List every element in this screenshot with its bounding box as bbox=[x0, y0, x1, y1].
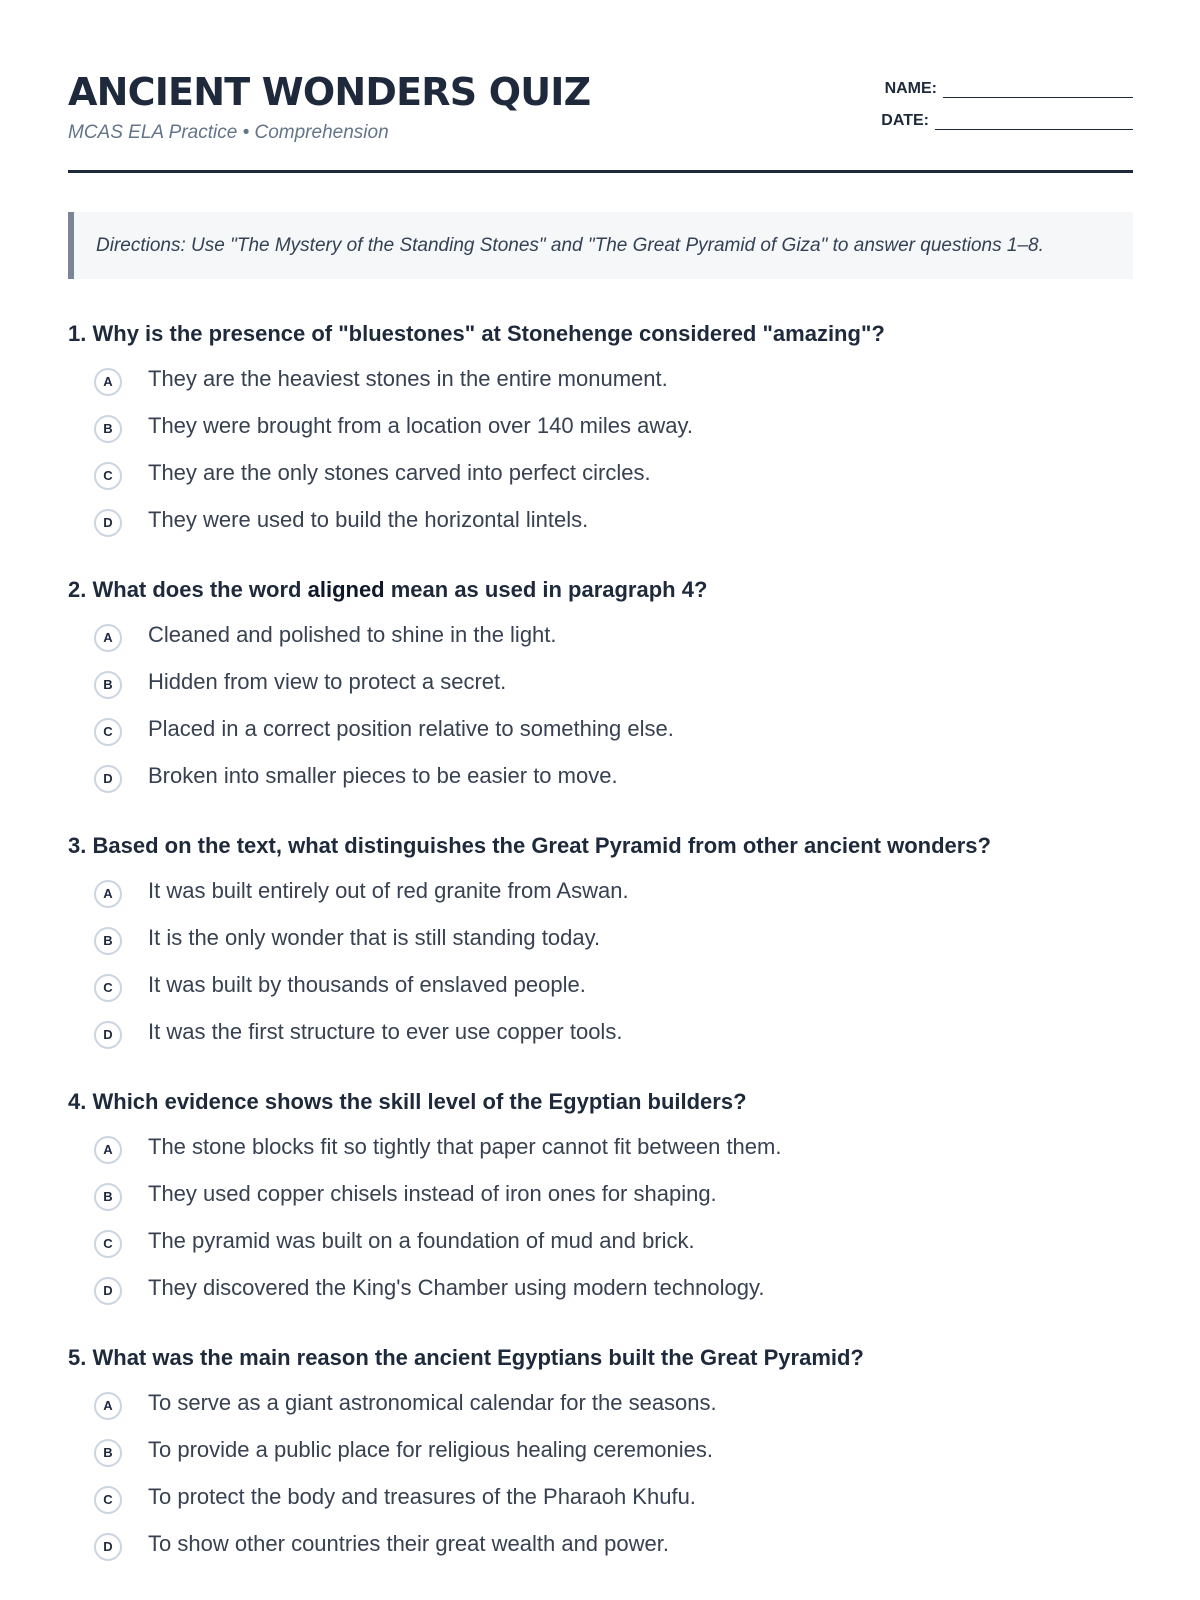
question-item bbox=[68, 576, 1133, 799]
question-prompt: What was the main reason the ancient Egyptians built the Great Pyramid? bbox=[92, 1345, 864, 1370]
answer-bubble[interactable]: D bbox=[94, 1277, 122, 1305]
name-label: NAME: bbox=[884, 80, 937, 97]
answer-text: To serve as a giant astronomical calendar for the seasons. bbox=[148, 1389, 717, 1415]
answer-bubble[interactable]: C bbox=[94, 718, 122, 746]
question-prompt: Why is the presence of "bluestones" at Stonehenge considered "amazing"? bbox=[92, 321, 885, 346]
answer-bubble[interactable]: A bbox=[94, 624, 122, 652]
directions-box: Directions: Use "The Mystery of the Standing Stones" and "The Great Pyramid of Giza" to answer questions 1–8. bbox=[68, 212, 1133, 279]
answer-bubble[interactable]: B bbox=[94, 671, 122, 699]
question-number: 3. bbox=[68, 833, 87, 858]
question-item bbox=[68, 320, 1133, 543]
answer-bubble[interactable]: D bbox=[94, 509, 122, 537]
question-prompt: Which evidence shows the skill level of the Egyptian builders? bbox=[92, 1089, 747, 1114]
page-subtitle: MCAS ELA Practice • Comprehension bbox=[68, 122, 389, 143]
quiz-header bbox=[68, 0, 1133, 173]
answer-text: They are the heaviest stones in the entire monument. bbox=[148, 365, 668, 391]
answer-choice[interactable] bbox=[68, 1170, 1133, 1217]
answer-text: Broken into smaller pieces to be easier to move. bbox=[148, 762, 618, 788]
answer-text: It was the first structure to ever use copper tools. bbox=[148, 1018, 623, 1044]
answer-text: They were used to build the horizontal lintels. bbox=[148, 506, 589, 532]
answer-text: Cleaned and polished to shine in the light. bbox=[148, 621, 557, 647]
answer-bubble[interactable]: B bbox=[94, 927, 122, 955]
answer-choice[interactable] bbox=[68, 1123, 1133, 1170]
question-text bbox=[68, 1088, 1133, 1116]
answer-choice[interactable] bbox=[68, 705, 1133, 752]
answer-bubble[interactable]: C bbox=[94, 974, 122, 1002]
answer-text: To provide a public place for religious healing ceremonies. bbox=[148, 1436, 713, 1462]
answer-text: The stone blocks fit so tightly that paper cannot fit between them. bbox=[148, 1133, 782, 1159]
answer-choice[interactable] bbox=[68, 1520, 1133, 1567]
answer-choice[interactable] bbox=[68, 611, 1133, 658]
question-text bbox=[68, 1344, 1133, 1372]
answer-bubble[interactable]: A bbox=[94, 368, 122, 396]
answer-choice[interactable] bbox=[68, 658, 1133, 705]
answer-bubble[interactable]: B bbox=[94, 1439, 122, 1467]
vocabulary-term: aligned bbox=[307, 577, 385, 602]
answer-text: They are the only stones carved into perfect circles. bbox=[148, 459, 651, 485]
answer-choice[interactable] bbox=[68, 1473, 1133, 1520]
question-text bbox=[68, 576, 1133, 604]
question-item bbox=[68, 832, 1133, 1055]
answer-text: It is the only wonder that is still standing today. bbox=[148, 924, 601, 950]
answer-text: To protect the body and treasures of the Pharaoh Khufu. bbox=[148, 1483, 696, 1509]
date-field[interactable] bbox=[881, 112, 1133, 130]
answer-text: Hidden from view to protect a secret. bbox=[148, 668, 507, 694]
name-line[interactable] bbox=[943, 83, 1133, 98]
quiz-page bbox=[68, 0, 1133, 1600]
answer-text: It was built entirely out of red granite from Aswan. bbox=[148, 877, 629, 903]
answer-choice[interactable] bbox=[68, 1264, 1133, 1311]
question-item bbox=[68, 1344, 1133, 1567]
answer-choice[interactable] bbox=[68, 1379, 1133, 1426]
answer-text: Placed in a correct position relative to something else. bbox=[148, 715, 674, 741]
answer-bubble[interactable]: C bbox=[94, 1486, 122, 1514]
answer-bubble[interactable]: B bbox=[94, 1183, 122, 1211]
answer-bubble[interactable]: D bbox=[94, 1021, 122, 1049]
answer-bubble[interactable]: D bbox=[94, 765, 122, 793]
answer-choice[interactable] bbox=[68, 1426, 1133, 1473]
question-list bbox=[68, 320, 1133, 1567]
question-text bbox=[68, 320, 1133, 348]
answer-choice[interactable] bbox=[68, 867, 1133, 914]
answer-choice[interactable] bbox=[68, 1217, 1133, 1264]
page-title: ANCIENT WONDERS QUIZ bbox=[68, 70, 591, 114]
answer-text: They used copper chisels instead of iron ones for shaping. bbox=[148, 1180, 717, 1206]
answer-bubble[interactable]: A bbox=[94, 1136, 122, 1164]
date-line[interactable] bbox=[935, 115, 1133, 130]
answer-bubble[interactable]: C bbox=[94, 462, 122, 490]
question-number: 1. bbox=[68, 321, 87, 346]
question-prompt: What does the word bbox=[92, 577, 308, 602]
answer-choice[interactable] bbox=[68, 914, 1133, 961]
answer-text: It was built by thousands of enslaved people. bbox=[148, 971, 586, 997]
answer-text: They discovered the King's Chamber using modern technology. bbox=[148, 1274, 765, 1300]
question-number: 2. bbox=[68, 577, 87, 602]
date-label: DATE: bbox=[881, 112, 929, 129]
question-prompt: Based on the text, what distinguishes the Great Pyramid from other ancient wonders? bbox=[92, 833, 991, 858]
answer-bubble[interactable]: D bbox=[94, 1533, 122, 1561]
answer-bubble[interactable]: C bbox=[94, 1230, 122, 1258]
answer-choice[interactable] bbox=[68, 449, 1133, 496]
question-prompt-end: mean as used in paragraph 4? bbox=[384, 577, 708, 602]
answer-text: To show other countries their great wealth and power. bbox=[148, 1530, 669, 1556]
answer-text: They were brought from a location over 140 miles away. bbox=[148, 412, 693, 438]
name-field[interactable] bbox=[885, 80, 1133, 98]
answer-bubble[interactable]: A bbox=[94, 880, 122, 908]
answer-choice[interactable] bbox=[68, 1008, 1133, 1055]
answer-bubble[interactable]: B bbox=[94, 415, 122, 443]
answer-choice[interactable] bbox=[68, 355, 1133, 402]
question-number: 5. bbox=[68, 1345, 87, 1370]
question-text bbox=[68, 832, 1133, 860]
answer-choice[interactable] bbox=[68, 752, 1133, 799]
answer-choice[interactable] bbox=[68, 496, 1133, 543]
question-item bbox=[68, 1088, 1133, 1311]
question-number: 4. bbox=[68, 1089, 87, 1114]
answer-text: The pyramid was built on a foundation of mud and brick. bbox=[148, 1227, 695, 1253]
answer-choice[interactable] bbox=[68, 402, 1133, 449]
answer-choice[interactable] bbox=[68, 961, 1133, 1008]
answer-bubble[interactable]: A bbox=[94, 1392, 122, 1420]
